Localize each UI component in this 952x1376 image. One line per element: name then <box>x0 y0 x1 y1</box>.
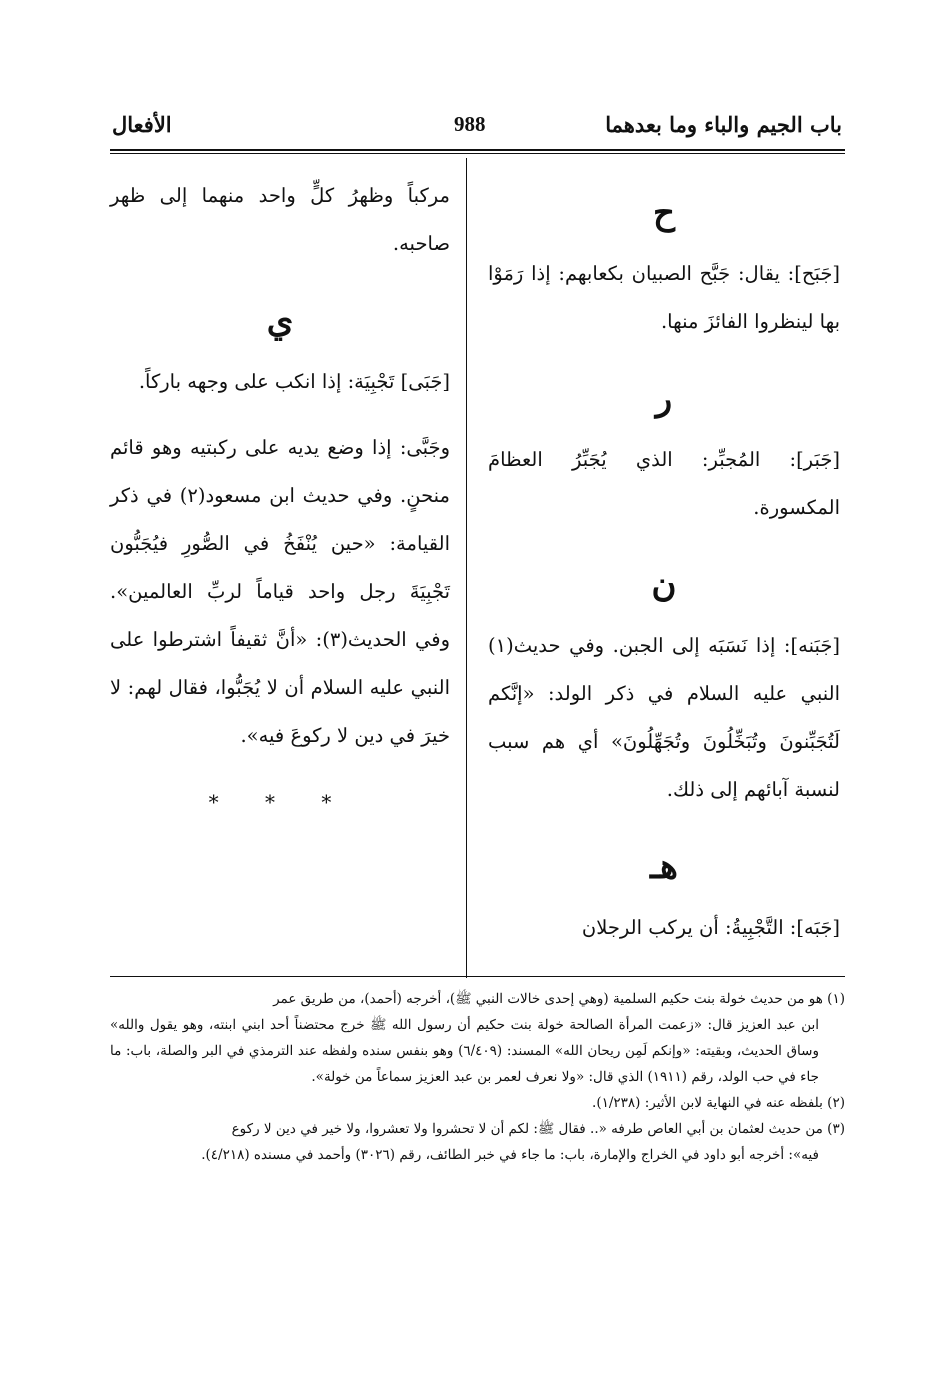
footnote-3: (٣) من حديث لعثمان بن أبي العاص طرفه «.. فقال ﷺ: لكم أن لا تحشروا ولا تعشروا، ولا خير في دين لا ركوع <box>231 1121 845 1137</box>
section-letter: ن <box>651 565 677 605</box>
footnote-1-cont: ابن عبد العزيز قال: «زعمت المرأة الصالحة خولة بنت حكيم أن رسول الله ﷺ خرج محتضناً أحد ابني ابنته، وهو يقول والله» وساق الحديث، وبقيته: «وإنكم لَمِن ريحان الله» المسند: (٦/٤٠٩) وهو بنفس سنده ولفظه عند الترمذي في البر والصلة، باب: ما جاء في حب الولد، رقم (١٩١١) الذي قال: «ولا نعرف لعمر بن عبد العزيز سماعاً من خولة». <box>110 1017 819 1085</box>
footnote-1: (١) هو من حديث خولة بنت حكيم السلمية (وهي إحدى خالات النبي ﷺ)، أخرجه (أحمد)، من طريق عمر <box>273 991 845 1007</box>
footnote-2: (٢) بلفظه عنه في النهاية لابن الأثير: (١/٢٣٨). <box>592 1095 845 1111</box>
entry-jabba: وجَبَّى: إذا وضع يديه على ركبتيه وهو قائم منحنٍ. وفي حديث ابن مسعود(٢) في ذكر القيامة: «حين يُنْفَخُ في الصُّورِ فيُجَبُّون تَجْبِيَةَ رجل واحد قياماً لربِّ العالمين». وفي الحديث(٣): «أنَّ ثقيفاً اشترطوا على النبي عليه السلام أن لا يُجَبُّوا، فقال لهم: لا خيرَ في دين لا ركوعَ فيه». <box>110 436 450 747</box>
entry-jaba: [جَبَى] تَجْبِيَة: إذا انكب على وجهه باركاً. <box>138 370 450 393</box>
footnotes <box>110 986 845 1168</box>
section-letter: ر <box>655 379 673 419</box>
header-rule <box>110 149 845 151</box>
footnote-3-cont: فيه»: أخرجه أبو داود في الخراج والإمارة، باب: ما جاء في خبر الطائف، رقم (٣٠٢٦) وأحمد في مسنده (٤/٢١٨). <box>201 1147 819 1163</box>
entry-jabar: [جَبَر]: المُجبِّر: الذي يُجَبِّرُ العظامَ المكسورة. <box>488 448 840 519</box>
page-number: 988 <box>454 112 486 136</box>
end-stars: * * * <box>208 790 352 814</box>
chapter-title: باب الجيم والباء وما بعدهما <box>605 112 842 137</box>
column-divider <box>466 158 467 978</box>
section-letter: هـ <box>650 847 678 887</box>
entry-continuation: مركباً وظهرُ كلٍّ واحد منهما إلى ظهر صاحبه. <box>110 184 450 255</box>
entry-jabah: [جَبَح]: يقال: جَبَّح الصبيان بكعابهم: إذا رَمَوْا بها لينظروا الفائزَ منها. <box>488 262 840 333</box>
section-title: الأفعال <box>112 112 172 137</box>
left-column <box>110 172 450 826</box>
footnote-rule <box>110 976 845 977</box>
entry-jabah-ha: [جَبَه]: التَّجْبِيةُ: أن يركب الرجلان <box>581 916 840 939</box>
header-rule-thin <box>110 153 845 154</box>
section-letter: ي <box>266 301 294 341</box>
entry-jaban: [جَبَنه]: إذا نَسَبَه إلى الجبن. وفي حديث(١) النبي عليه السلام في ذكر الولد: «إنَّكم لَتُجَبِّنونَ وتُبَخِّلُونَ وتُجَهِّلُونَ» أي هم سبب لنسبة آبائهم إلى ذلك. <box>488 634 840 801</box>
right-column <box>488 172 840 970</box>
section-letter: ح <box>653 193 675 233</box>
